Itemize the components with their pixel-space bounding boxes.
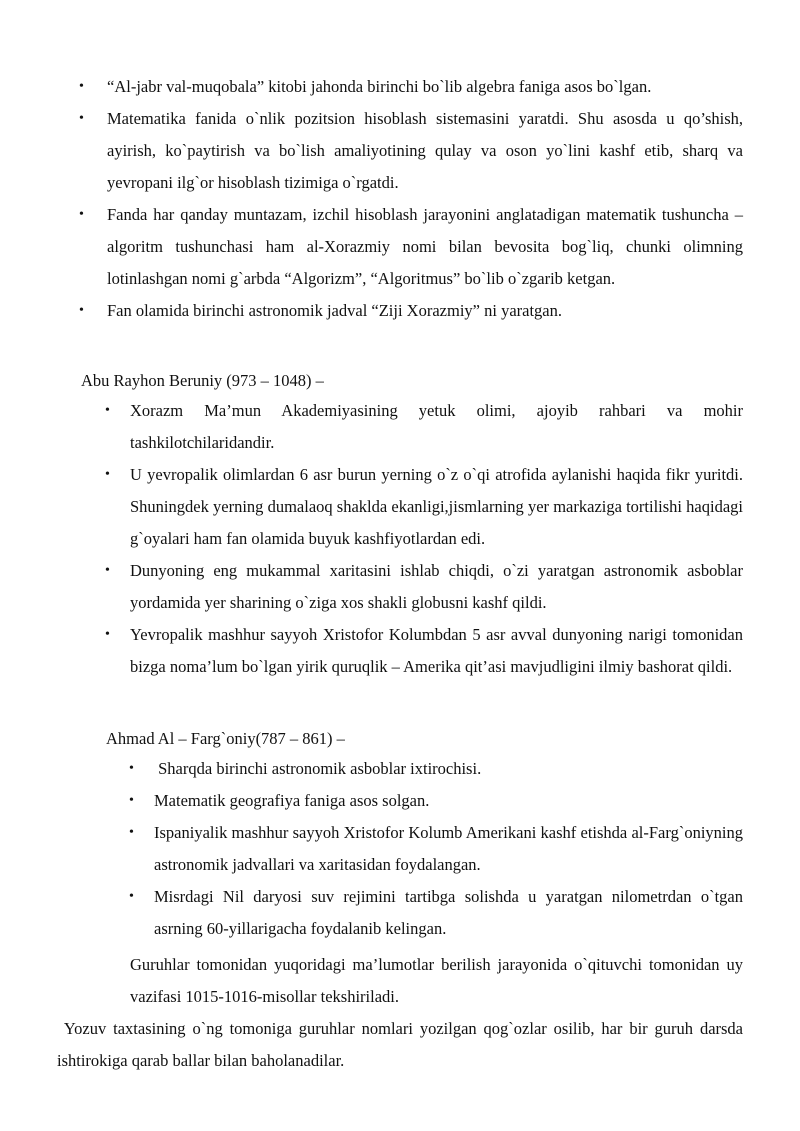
list-item: • Xorazm Ma’mun Akademiyasining yetuk olimi, ajoyib rahbari va mohir tashkilotchilaridandir. (130, 395, 743, 459)
bullet-icon: • (79, 111, 84, 126)
xorazmiy-achievements-list (79, 71, 743, 327)
bullet-icon: • (129, 761, 134, 776)
bullet-icon: • (79, 79, 84, 94)
list-item: • U yevropalik olimlardan 6 asr burun yerning o`z o`qi atrofida aylanishi haqida fikr yuritdi. Shuningdek yerning dumalaoq shaklda ekanligi,jismlarning yer markaziga tortilishi haqidagi g`oyalari ham fan olamida buyuk kashfiyotlardan edi. (130, 459, 743, 555)
list-item: • Fanda har qanday muntazam, izchil hisoblash jarayonini anglatadigan matematik tushuncha – algoritm tushunchasi ham al-Xorazmiy nomi bilan bevosita bog`liq, chunki olimning lotinlashgan nomi g`arbda “Algorizm”, “Algoritmus” bo`lib o`zgarib ketgan. (107, 199, 743, 295)
bullet-icon: • (129, 793, 134, 808)
bullet-icon: • (79, 303, 84, 318)
list-item: • Misrdagi Nil daryosi suv rejimini tartibga solishda u yaratgan nilometrdan o`tgan asrning 60-yillarigacha foydalanib kelingan. (154, 881, 743, 945)
list-item: • Sharqda birinchi astronomik asboblar ixtirochisi. (154, 753, 743, 785)
fargoniy-achievements-list (129, 753, 743, 945)
list-item: • Fan olamida birinchi astronomik jadval “Ziji Xorazmiy” ni yaratgan. (107, 295, 743, 327)
bullet-icon: • (105, 563, 110, 578)
list-item: • Matematik geografiya faniga asos solgan. (154, 785, 743, 817)
bullet-icon: • (105, 403, 110, 418)
list-item: • Yevropalik mashhur sayyoh Xristofor Kolumbdan 5 asr avval dunyoning narigi tomonidan bizga noma’lum bo`lgan yirik quruqlik – Amerika qit’asi mavjudligini ilmiy bashorat qildi. (130, 619, 743, 683)
bullet-icon: • (129, 889, 134, 904)
paragraph-groups-homework: Guruhlar tomonidan yuqoridagi ma’lumotlar berilish jarayonida o`qituvchi tomonidan uy vazifasi 1015-1016-misollar tekshiriladi. (130, 955, 743, 1006)
bullet-icon: • (129, 825, 134, 840)
list-item: • Matematika fanida o`nlik pozitsion hisoblash sistemasini yaratdi. Shu asosda u qo’shish, ayirish, ko`paytirish va bo`lish amaliyotining qulay va oson yo`lini kashf etib, sharq va yevropani ilg`or hisoblash tizimiga o`rgatdi. (107, 103, 743, 199)
heading-beruniy: Abu Rayhon Beruniy (973 – 1048) – (81, 371, 324, 390)
bullet-icon: • (105, 627, 110, 642)
list-item: • “Al-jabr val-muqobala” kitobi jahonda birinchi bo`lib algebra faniga asos bo`lgan. (107, 71, 743, 103)
beruniy-achievements-list (105, 395, 743, 683)
bullet-icon: • (105, 467, 110, 482)
heading-fargoniy: Ahmad Al – Farg`oniy(787 – 861) – (106, 729, 345, 748)
bullet-icon: • (79, 207, 84, 222)
list-item: • Dunyoning eng mukammal xaritasini ishlab chiqdi, o`zi yaratgan astronomik asboblar yordamida yer sharining o`ziga xos shakli globusni kashf qildi. (130, 555, 743, 619)
list-item: • Ispaniyalik mashhur sayyoh Xristofor Kolumb Amerikani kashf etishda al-Farg`oniyning astronomik jadvallari va xaritasidan foydalangan. (154, 817, 743, 881)
paragraph-board-scoring: Yozuv taxtasining o`ng tomoniga guruhlar nomlari yozilgan qog`ozlar osilib, har bir guruh darsda ishtirokiga qarab ballar bilan baholanadilar. (57, 1019, 748, 1070)
